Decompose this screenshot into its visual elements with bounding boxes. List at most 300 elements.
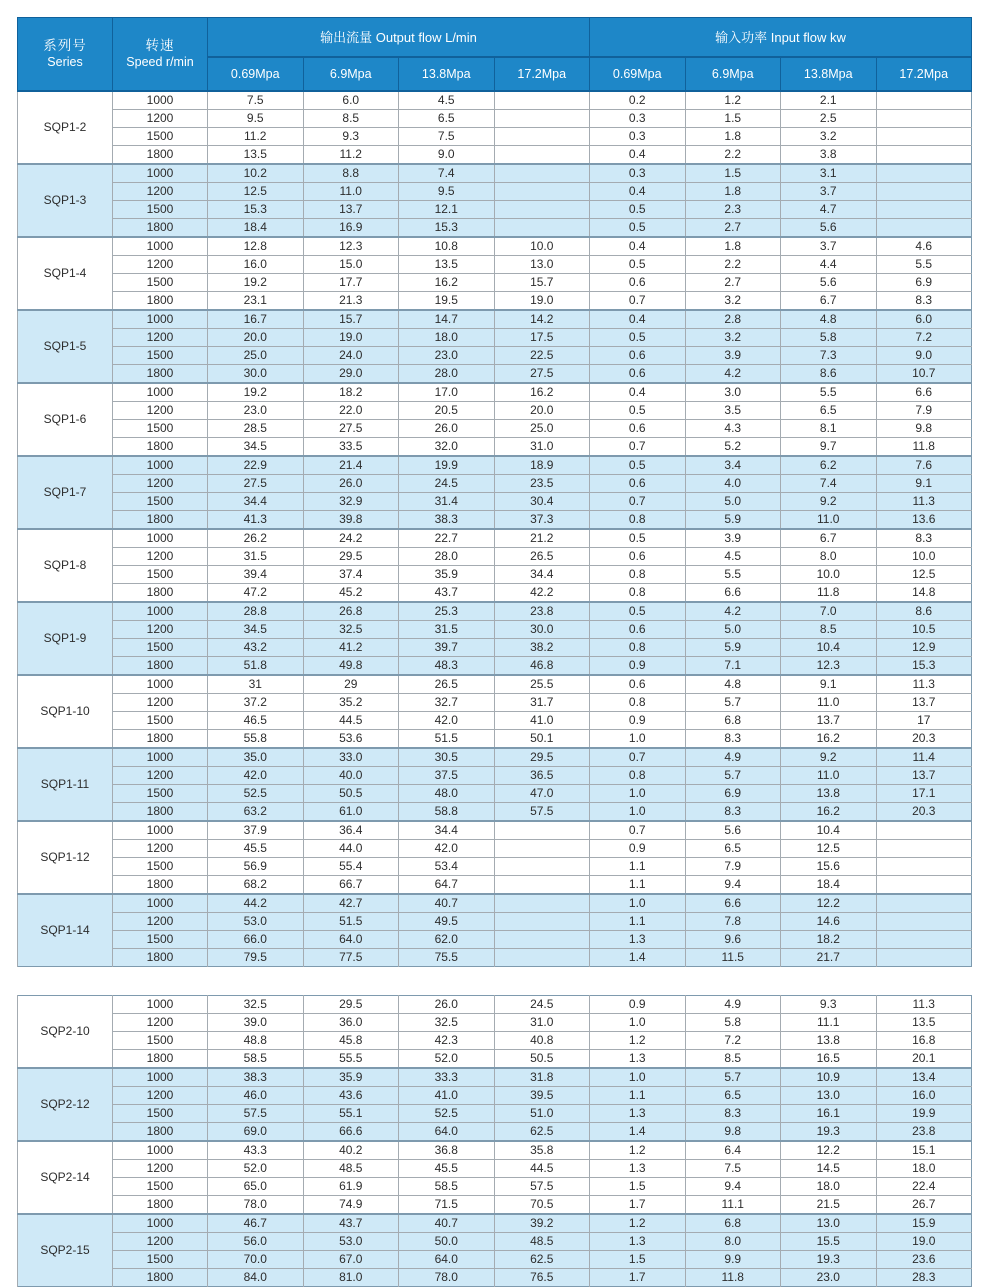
value-cell: 16.9 [303,218,399,237]
series-cell: SQP2-10 [18,995,113,1068]
value-cell: 1.1 [590,1086,686,1104]
value-cell: 39.2 [494,1214,590,1233]
value-cell: 2.3 [685,200,781,218]
table-body-sqp2 [18,995,972,1286]
value-cell: 16.7 [208,310,304,329]
value-cell: 32.5 [399,1013,495,1031]
value-cell: 3.2 [781,127,877,145]
value-cell: 0.8 [590,565,686,583]
value-cell: 0.3 [590,109,686,127]
value-cell: 12.5 [208,182,304,200]
value-cell: 1.1 [590,875,686,894]
value-cell: 5.9 [685,510,781,529]
value-cell: 7.0 [781,602,877,621]
value-cell: 58.5 [208,1049,304,1068]
value-cell: 10.5 [876,620,972,638]
value-cell: 18.0 [399,328,495,346]
value-cell: 32.5 [208,995,304,1013]
value-cell: 20.0 [494,401,590,419]
value-cell: 1.2 [685,91,781,110]
speed-cell: 1000 [113,1068,208,1087]
value-cell: 25.0 [208,346,304,364]
value-cell: 22.5 [494,346,590,364]
speed-cell: 1500 [113,273,208,291]
value-cell: 43.6 [303,1086,399,1104]
value-cell: 1.7 [590,1268,686,1286]
value-cell: 9.3 [303,127,399,145]
value-cell: 0.8 [590,693,686,711]
value-cell: 33.5 [303,437,399,456]
value-cell: 45.2 [303,583,399,602]
value-cell: 0.5 [590,602,686,621]
col-header-output-pressure-3: 13.8Mpa [399,57,495,91]
value-cell: 39.8 [303,510,399,529]
value-cell: 5.7 [685,1068,781,1087]
value-cell: 4.0 [685,474,781,492]
value-cell: 23.0 [399,346,495,364]
value-cell: 20.0 [208,328,304,346]
value-cell: 6.0 [303,91,399,110]
value-cell: 41.3 [208,510,304,529]
value-cell: 31.0 [494,437,590,456]
value-cell: 8.0 [781,547,877,565]
value-cell: 3.8 [781,145,877,164]
value-cell: 46.0 [208,1086,304,1104]
value-cell: 11.8 [685,1268,781,1286]
value-cell: 21.4 [303,456,399,475]
value-cell [876,948,972,966]
value-cell: 1.8 [685,127,781,145]
speed-cell: 1500 [113,784,208,802]
value-cell [494,182,590,200]
value-cell: 31.4 [399,492,495,510]
speed-cell: 1200 [113,1232,208,1250]
value-cell: 8.5 [685,1049,781,1068]
value-cell: 1.5 [685,109,781,127]
speed-cell: 1000 [113,1141,208,1160]
value-cell: 7.3 [781,346,877,364]
value-cell: 19.9 [399,456,495,475]
value-cell: 1.3 [590,1104,686,1122]
value-cell: 6.5 [399,109,495,127]
value-cell: 29.5 [494,748,590,767]
value-cell: 14.7 [399,310,495,329]
value-cell: 39.5 [494,1086,590,1104]
value-cell: 55.8 [208,729,304,748]
value-cell: 23.6 [876,1250,972,1268]
value-cell: 0.4 [590,182,686,200]
value-cell: 41.2 [303,638,399,656]
value-cell: 19.2 [208,383,304,402]
value-cell: 1.3 [590,1049,686,1068]
value-cell: 38.3 [399,510,495,529]
value-cell: 9.6 [685,930,781,948]
value-cell: 1.0 [590,1013,686,1031]
value-cell [876,91,972,110]
value-cell: 18.0 [876,1159,972,1177]
value-cell: 20.1 [876,1049,972,1068]
value-cell [876,839,972,857]
value-cell: 0.5 [590,529,686,548]
value-cell: 2.5 [781,109,877,127]
value-cell: 26.2 [208,529,304,548]
value-cell: 45.5 [399,1159,495,1177]
value-cell: 28.3 [876,1268,972,1286]
value-cell: 2.2 [685,255,781,273]
value-cell [494,109,590,127]
value-cell: 48.3 [399,656,495,675]
value-cell: 1.5 [685,164,781,183]
speed-cell: 1800 [113,802,208,821]
value-cell: 19.0 [303,328,399,346]
value-cell: 5.0 [685,620,781,638]
value-cell [494,145,590,164]
series-cell: SQP1-7 [18,456,113,529]
value-cell: 9.4 [685,1177,781,1195]
pump-spec-table-sqp2 [17,995,972,1287]
value-cell: 23.5 [494,474,590,492]
value-cell: 43.2 [208,638,304,656]
value-cell: 5.6 [781,218,877,237]
value-cell: 6.8 [685,711,781,729]
value-cell: 15.1 [876,1141,972,1160]
value-cell: 64.0 [303,930,399,948]
value-cell: 0.7 [590,748,686,767]
value-cell: 43.7 [303,1214,399,1233]
value-cell: 3.7 [781,182,877,200]
series-cell: SQP2-14 [18,1141,113,1214]
speed-cell: 1800 [113,583,208,602]
value-cell: 61.0 [303,802,399,821]
value-cell [494,91,590,110]
speed-cell: 1000 [113,995,208,1013]
value-cell: 12.1 [399,200,495,218]
value-cell: 22.7 [399,529,495,548]
speed-cell: 1000 [113,383,208,402]
value-cell [494,127,590,145]
value-cell: 13.7 [303,200,399,218]
value-cell: 34.4 [494,565,590,583]
value-cell: 0.6 [590,364,686,383]
value-cell: 26.8 [303,602,399,621]
value-cell: 5.8 [781,328,877,346]
value-cell: 6.7 [781,291,877,310]
value-cell: 6.8 [685,1214,781,1233]
value-cell: 28.5 [208,419,304,437]
value-cell: 14.2 [494,310,590,329]
value-cell [876,127,972,145]
value-cell: 64.7 [399,875,495,894]
value-cell: 13.0 [781,1086,877,1104]
speed-cell: 1500 [113,1031,208,1049]
value-cell: 29.5 [303,995,399,1013]
value-cell: 0.7 [590,821,686,840]
value-cell: 11.0 [781,693,877,711]
value-cell: 11.4 [876,748,972,767]
value-cell: 19.0 [494,291,590,310]
series-cell: SQP1-2 [18,91,113,164]
value-cell: 28.0 [399,547,495,565]
value-cell: 15.7 [303,310,399,329]
value-cell: 52.5 [208,784,304,802]
pump-spec-table-sqp1 [17,17,972,967]
value-cell: 28.0 [399,364,495,383]
value-cell: 31.8 [494,1068,590,1087]
value-cell: 70.5 [494,1195,590,1214]
value-cell: 0.6 [590,419,686,437]
value-cell: 10.0 [876,547,972,565]
value-cell: 18.4 [208,218,304,237]
value-cell [494,894,590,913]
value-cell: 4.3 [685,419,781,437]
value-cell: 40.7 [399,894,495,913]
value-cell: 11.2 [208,127,304,145]
value-cell: 7.6 [876,456,972,475]
value-cell: 36.4 [303,821,399,840]
value-cell [876,200,972,218]
value-cell: 12.8 [208,237,304,256]
value-cell: 16.2 [781,729,877,748]
value-cell: 24.0 [303,346,399,364]
speed-cell: 1200 [113,766,208,784]
value-cell: 46.8 [494,656,590,675]
speed-cell: 1200 [113,1159,208,1177]
value-cell: 4.5 [685,547,781,565]
value-cell: 11.2 [303,145,399,164]
value-cell: 74.9 [303,1195,399,1214]
value-cell: 35.0 [208,748,304,767]
value-cell: 56.9 [208,857,304,875]
value-cell: 12.2 [781,894,877,913]
value-cell: 12.2 [781,1141,877,1160]
speed-cell: 1800 [113,875,208,894]
value-cell: 18.2 [781,930,877,948]
value-cell [876,875,972,894]
value-cell: 26.0 [303,474,399,492]
value-cell: 33.3 [399,1068,495,1087]
value-cell: 0.9 [590,656,686,675]
value-cell: 8.3 [876,529,972,548]
value-cell: 12.3 [781,656,877,675]
value-cell: 43.3 [208,1141,304,1160]
value-cell: 3.9 [685,529,781,548]
speed-cell: 1500 [113,711,208,729]
value-cell: 6.5 [781,401,877,419]
value-cell: 26.7 [876,1195,972,1214]
value-cell [876,145,972,164]
value-cell: 53.6 [303,729,399,748]
value-cell: 0.3 [590,164,686,183]
col-header-input-power: 输入功率 Input flow kw [590,18,972,57]
value-cell: 5.7 [685,693,781,711]
value-cell: 31.5 [208,547,304,565]
value-cell: 12.3 [303,237,399,256]
value-cell: 0.6 [590,474,686,492]
value-cell: 15.3 [399,218,495,237]
value-cell: 0.6 [590,547,686,565]
value-cell: 4.2 [685,364,781,383]
series-cell: SQP1-14 [18,894,113,967]
speed-cell: 1500 [113,565,208,583]
speed-cell: 1000 [113,91,208,110]
value-cell: 3.7 [781,237,877,256]
value-cell: 26.0 [399,995,495,1013]
speed-cell: 1500 [113,200,208,218]
value-cell: 34.4 [208,492,304,510]
value-cell: 23.0 [208,401,304,419]
value-cell: 46.7 [208,1214,304,1233]
value-cell: 6.0 [876,310,972,329]
value-cell: 9.2 [781,748,877,767]
value-cell: 2.7 [685,273,781,291]
value-cell: 11.1 [781,1013,877,1031]
value-cell: 8.5 [781,620,877,638]
value-cell: 3.2 [685,328,781,346]
value-cell: 39.7 [399,638,495,656]
value-cell: 11.0 [781,766,877,784]
value-cell: 30.5 [399,748,495,767]
value-cell: 0.5 [590,218,686,237]
value-cell: 14.6 [781,912,877,930]
value-cell: 4.7 [781,200,877,218]
value-cell [494,912,590,930]
value-cell: 30.0 [208,364,304,383]
value-cell: 11.0 [303,182,399,200]
value-cell: 19.3 [781,1122,877,1141]
value-cell: 1.0 [590,729,686,748]
value-cell: 28.8 [208,602,304,621]
value-cell: 15.9 [876,1214,972,1233]
value-cell [876,821,972,840]
speed-cell: 1000 [113,456,208,475]
value-cell [876,109,972,127]
series-cell: SQP2-15 [18,1214,113,1287]
value-cell: 6.9 [876,273,972,291]
value-cell: 3.4 [685,456,781,475]
value-cell: 16.2 [399,273,495,291]
value-cell: 3.2 [685,291,781,310]
value-cell: 7.9 [685,857,781,875]
value-cell: 20.3 [876,729,972,748]
speed-cell: 1200 [113,693,208,711]
value-cell: 1.5 [590,1250,686,1268]
value-cell: 9.1 [781,675,877,694]
value-cell: 0.8 [590,583,686,602]
value-cell: 1.8 [685,237,781,256]
value-cell: 69.0 [208,1122,304,1141]
value-cell: 6.6 [685,583,781,602]
series-header-en: Series [47,55,83,70]
value-cell: 10.9 [781,1068,877,1087]
speed-cell: 1200 [113,620,208,638]
value-cell: 9.8 [685,1122,781,1141]
speed-cell: 1000 [113,237,208,256]
value-cell: 42.0 [399,839,495,857]
value-cell: 0.6 [590,346,686,364]
value-cell: 9.8 [876,419,972,437]
speed-cell: 1200 [113,912,208,930]
col-header-output-flow: 输出流量 Output flow L/min [208,18,590,57]
value-cell: 49.8 [303,656,399,675]
value-cell [876,164,972,183]
value-cell: 14.5 [781,1159,877,1177]
value-cell: 10.8 [399,237,495,256]
value-cell: 1.0 [590,784,686,802]
value-cell: 30.4 [494,492,590,510]
value-cell: 48.8 [208,1031,304,1049]
value-cell: 16.5 [781,1049,877,1068]
value-cell: 0.7 [590,291,686,310]
value-cell: 1.5 [590,1177,686,1195]
value-cell: 67.0 [303,1250,399,1268]
value-cell: 11.0 [781,510,877,529]
value-cell: 35.9 [303,1068,399,1087]
value-cell: 9.2 [781,492,877,510]
value-cell: 0.6 [590,675,686,694]
value-cell: 0.6 [590,273,686,291]
value-cell: 32.9 [303,492,399,510]
speed-cell: 1000 [113,164,208,183]
value-cell: 70.0 [208,1250,304,1268]
value-cell [494,839,590,857]
value-cell: 13.0 [781,1214,877,1233]
value-cell: 40.8 [494,1031,590,1049]
value-cell: 17 [876,711,972,729]
value-cell: 42.0 [399,711,495,729]
value-cell: 2.7 [685,218,781,237]
value-cell: 19.5 [399,291,495,310]
speed-cell: 1000 [113,529,208,548]
value-cell: 31.0 [494,1013,590,1031]
series-cell: SQP1-8 [18,529,113,602]
value-cell: 37.5 [399,766,495,784]
value-cell [494,930,590,948]
value-cell: 84.0 [208,1268,304,1286]
value-cell: 0.7 [590,492,686,510]
value-cell: 13.5 [208,145,304,164]
value-cell: 15.7 [494,273,590,291]
value-cell: 68.2 [208,875,304,894]
value-cell: 6.2 [781,456,877,475]
value-cell: 0.9 [590,839,686,857]
value-cell: 23.8 [494,602,590,621]
value-cell: 6.9 [685,784,781,802]
value-cell: 40.7 [399,1214,495,1233]
value-cell: 0.8 [590,638,686,656]
value-cell: 9.7 [781,437,877,456]
value-cell: 9.5 [208,109,304,127]
value-cell: 13.5 [399,255,495,273]
speed-cell: 1000 [113,1214,208,1233]
value-cell: 10.0 [781,565,877,583]
value-cell: 7.9 [876,401,972,419]
value-cell: 0.8 [590,510,686,529]
value-cell: 65.0 [208,1177,304,1195]
table-body-sqp1 [18,91,972,967]
value-cell: 37.4 [303,565,399,583]
col-header-output-pressure-4: 17.2Mpa [494,57,590,91]
value-cell: 16.2 [494,383,590,402]
series-cell: SQP2-12 [18,1068,113,1141]
value-cell: 6.5 [685,1086,781,1104]
col-header-speed [113,18,208,91]
value-cell: 10.0 [494,237,590,256]
value-cell: 4.2 [685,602,781,621]
value-cell: 1.2 [590,1214,686,1233]
value-cell: 8.6 [876,602,972,621]
value-cell [494,164,590,183]
series-cell: SQP1-11 [18,748,113,821]
